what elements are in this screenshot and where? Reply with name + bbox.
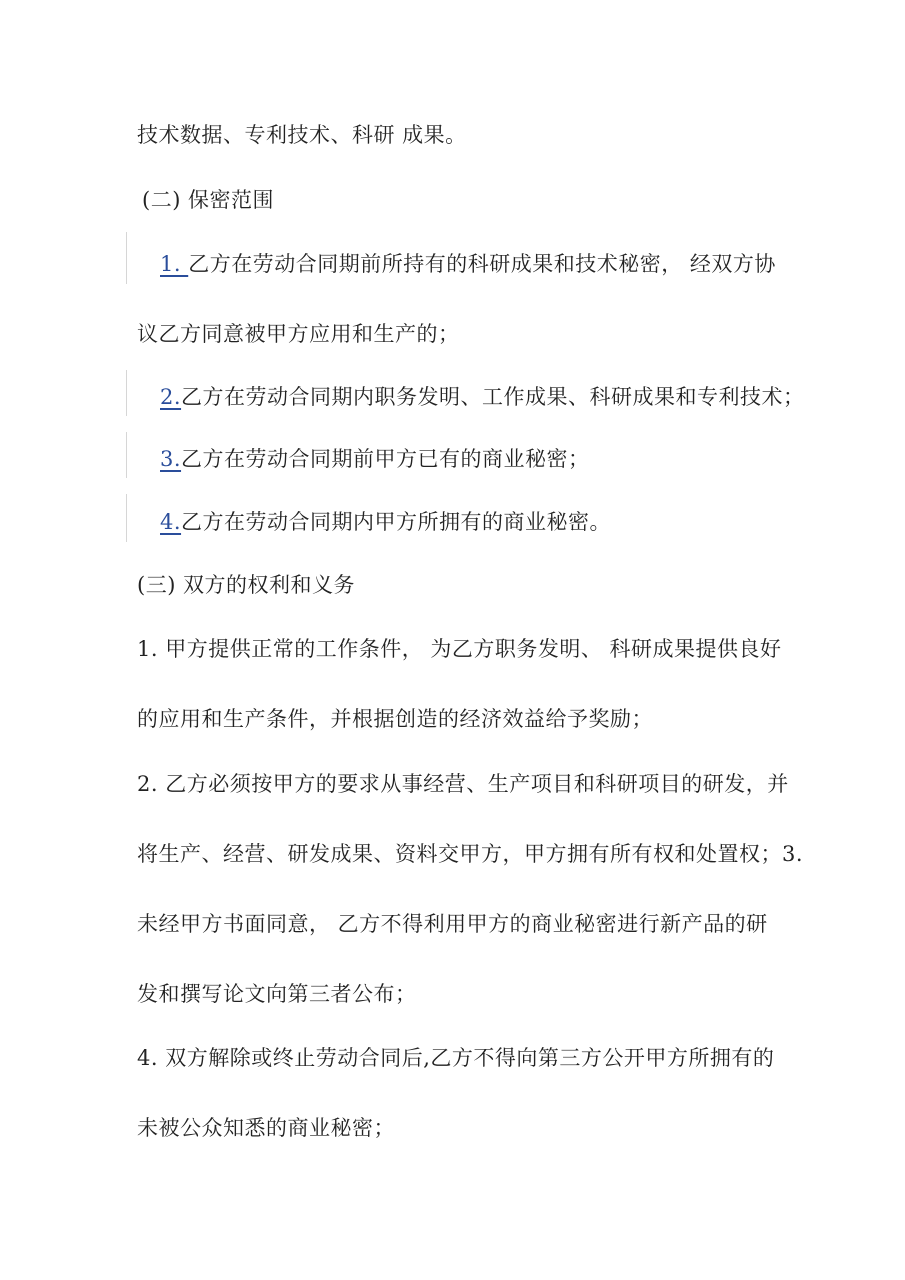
list-number-link[interactable]: 1. bbox=[160, 252, 189, 276]
list-number-link[interactable]: 3. bbox=[160, 447, 182, 471]
list-item-text: 乙方在劳动合同期内职务发明、工作成果、科研成果和专利技术； bbox=[181, 385, 805, 409]
paragraph-line: 将生产、经营、研发成果、资料交甲方，甲方拥有所有权和处置权；3. bbox=[137, 842, 804, 866]
list-item-1 bbox=[160, 250, 776, 278]
paragraph-line: 发和撰写论文向第三者公布； bbox=[137, 982, 417, 1006]
list-item-4 bbox=[160, 508, 611, 536]
list-number-link[interactable]: 4. bbox=[160, 510, 182, 534]
paragraph-line: 未经甲方书面同意， 乙方不得利用甲方的商业秘密进行新产品的研 bbox=[137, 912, 768, 936]
margin-bar bbox=[126, 370, 127, 416]
paragraph-line: 4. 双方解除或终止劳动合同后,乙方不得向第三方公开甲方所拥有的 bbox=[137, 1046, 775, 1070]
paragraph-line: 的应用和生产条件，并根据创造的经济效益给予奖励； bbox=[137, 707, 653, 731]
margin-bar bbox=[126, 494, 127, 542]
paragraph-line: 未被公众知悉的商业秘密； bbox=[137, 1116, 395, 1140]
paragraph-line: 1. 甲方提供正常的工作条件， 为乙方职务发明、 科研成果提供良好 bbox=[137, 637, 782, 661]
list-number-link[interactable]: 2. bbox=[160, 385, 182, 409]
list-item-text: 乙方在劳动合同期内甲方所拥有的商业秘密。 bbox=[181, 510, 612, 534]
section-heading-scope: (二) 保密范围 bbox=[142, 188, 275, 212]
paragraph-line: 技术数据、专利技术、科研 成果。 bbox=[137, 123, 467, 147]
list-item-text: 乙方在劳动合同期前甲方已有的商业秘密； bbox=[181, 447, 590, 471]
margin-bar bbox=[126, 432, 127, 478]
paragraph-line: 2. 乙方必须按甲方的要求从事经营、生产项目和科研项目的研发，并 bbox=[137, 772, 789, 796]
list-item-2 bbox=[160, 383, 805, 411]
margin-bar bbox=[126, 232, 127, 284]
list-item-text: 乙方在劳动合同期前所持有的科研成果和技术秘密， 经双方协 bbox=[188, 252, 776, 276]
list-item-3 bbox=[160, 445, 590, 473]
paragraph-line: 议乙方同意被甲方应用和生产的； bbox=[137, 322, 460, 346]
section-heading-rights: (三) 双方的权利和义务 bbox=[137, 573, 356, 597]
